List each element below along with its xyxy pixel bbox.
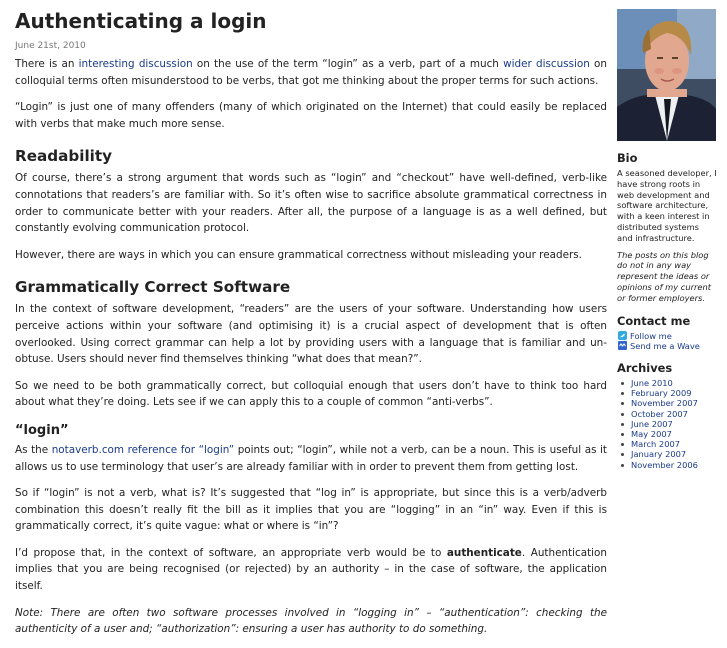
author-photo [617,9,716,141]
note-text: Note: There are often two software processes involved in “logging in” – “authentication”: checking the authenticity of a user and; “authorization”: ensuring a user has authority to do something. [15,606,607,636]
post [15,9,607,648]
disclaimer-text: The posts on this blog do not in any way represent the ideas or opinions of my current or former employers. [617,249,712,303]
archives-list [617,378,717,470]
archive-item [617,419,717,429]
text: on the use of the term “login” as a verb, part of a much [192,58,504,70]
paragraph-note [15,605,607,638]
sidebar [617,9,717,470]
archive-link-march-2007[interactable]: March 2007 [631,439,681,450]
text: on colloquial terms often misunderstood to be verbs, that got me thinking about the proper terms for such actions. [15,58,607,87]
archive-item [617,460,717,470]
archive-item [617,409,717,419]
contact-item-wave [617,341,717,351]
paragraph-login-offenders: “Login” is just one of many offenders (many of which originated on the Internet) that could easily be replaced with verbs that make much more sense. [15,101,607,130]
post-date: June 21st, 2010 [15,41,86,51]
archive-link-november-2006[interactable]: November 2006 [631,459,698,470]
paragraph-anti-verbs: So we need to be both grammatically correct, but colloquial enough that users don’t have to think too hard about what they’re doing. Lets see if we can apply this to a couple of common “anti-verbs”. [15,379,607,409]
text: . Authentication implies that you are being recognised (or rejected) by an authority – in the case of software, the application itself. [15,546,607,593]
archive-link-october-2007[interactable]: October 2007 [631,408,688,419]
archive-item [617,449,717,459]
heading-readability: Readability [15,147,113,166]
send-wave-link[interactable]: Send me a Wave [630,340,700,351]
archive-link-june-2007[interactable]: June 2007 [631,418,673,429]
archive-link-may-2007[interactable]: May 2007 [631,428,672,439]
paragraph-notaverb [15,442,607,475]
archive-item [617,429,717,439]
text: As the [15,443,52,456]
authenticate-term: authenticate [446,546,522,559]
contact-heading: Contact me [617,313,691,328]
wider-discussion-link[interactable]: wider discussion [503,58,590,70]
archive-link-february-2009[interactable]: February 2009 [631,388,692,399]
bio-heading: Bio [617,151,638,165]
heading-grammatically-correct-software: Grammatically Correct Software [15,278,291,297]
archive-link-january-2007[interactable]: January 2007 [631,449,687,460]
paragraph-authenticate [15,545,607,595]
paragraph-intro [15,56,607,89]
notaverb-link[interactable]: notaverb.com reference for “login” [51,443,235,456]
archive-item [617,388,717,398]
interesting-discussion-link[interactable]: interesting discussion [78,58,193,70]
paragraph-readability: Of course, there’s a strong argument that words such as “login” and “checkout” have well-defined, verb-like connotations that readers’s are familiar with. So it’s often wise to sacrifice absolute grammatical correctness in order to communicate better with your readers. After all, the purpose of a language is as a well defined, but constantly evolving communication protocol. [15,172,607,235]
twitter-icon [618,331,627,340]
archive-link-november-2007[interactable]: November 2007 [631,398,698,409]
paragraph-software-context: In the context of software development, “readers” are the users of your software. Understanding how users perceive actions within your software (and optimising it) is a crucial aspect of development that is often overlooked. Using correct grammar can help a lot by providing users with a language that is familiar and un-obtuse. Users should never find themselves thinking “what does that mean?”. [15,303,607,366]
archive-item [617,398,717,408]
archive-link-june-2010[interactable]: June 2010 [631,377,673,388]
heading-login: “login” [15,422,69,438]
text: I’d propose that, in the context of software, an appropriate verb would be to [15,546,447,559]
text: There is an [15,58,79,70]
post-title[interactable]: Authenticating a login [15,9,267,33]
archive-item [617,378,717,388]
contact-item-follow [617,331,717,341]
archive-item [617,439,717,449]
paragraph-log-in: So if “login” is not a verb, what is? It’s suggested that “log in” is appropriate, but since this is a verb/adverb combination this doesn’t really fit the bill as it implies that you are “logging” in an “in” way. Even if this is grammatically correct, it’s quite vague: what or where is “in”? [15,487,607,533]
text: points out; “login”, while not a verb, can be a noun. This is useful as it allows us to use terminology that user’s are already familiar with in order to prevent them from getting lost. [15,443,608,473]
follow-me-link[interactable]: Follow me [630,330,672,341]
bio-text: A seasoned developer, I have strong roots in web development and software architecture, with a keen interest in distributed systems and infrastructure. [617,168,717,243]
paragraph-however: However, there are ways in which you can ensure grammatical correctness without misleading your readers. [15,248,582,261]
archives-heading: Archives [617,360,673,375]
contact-list [617,331,717,351]
wave-icon [618,341,627,350]
